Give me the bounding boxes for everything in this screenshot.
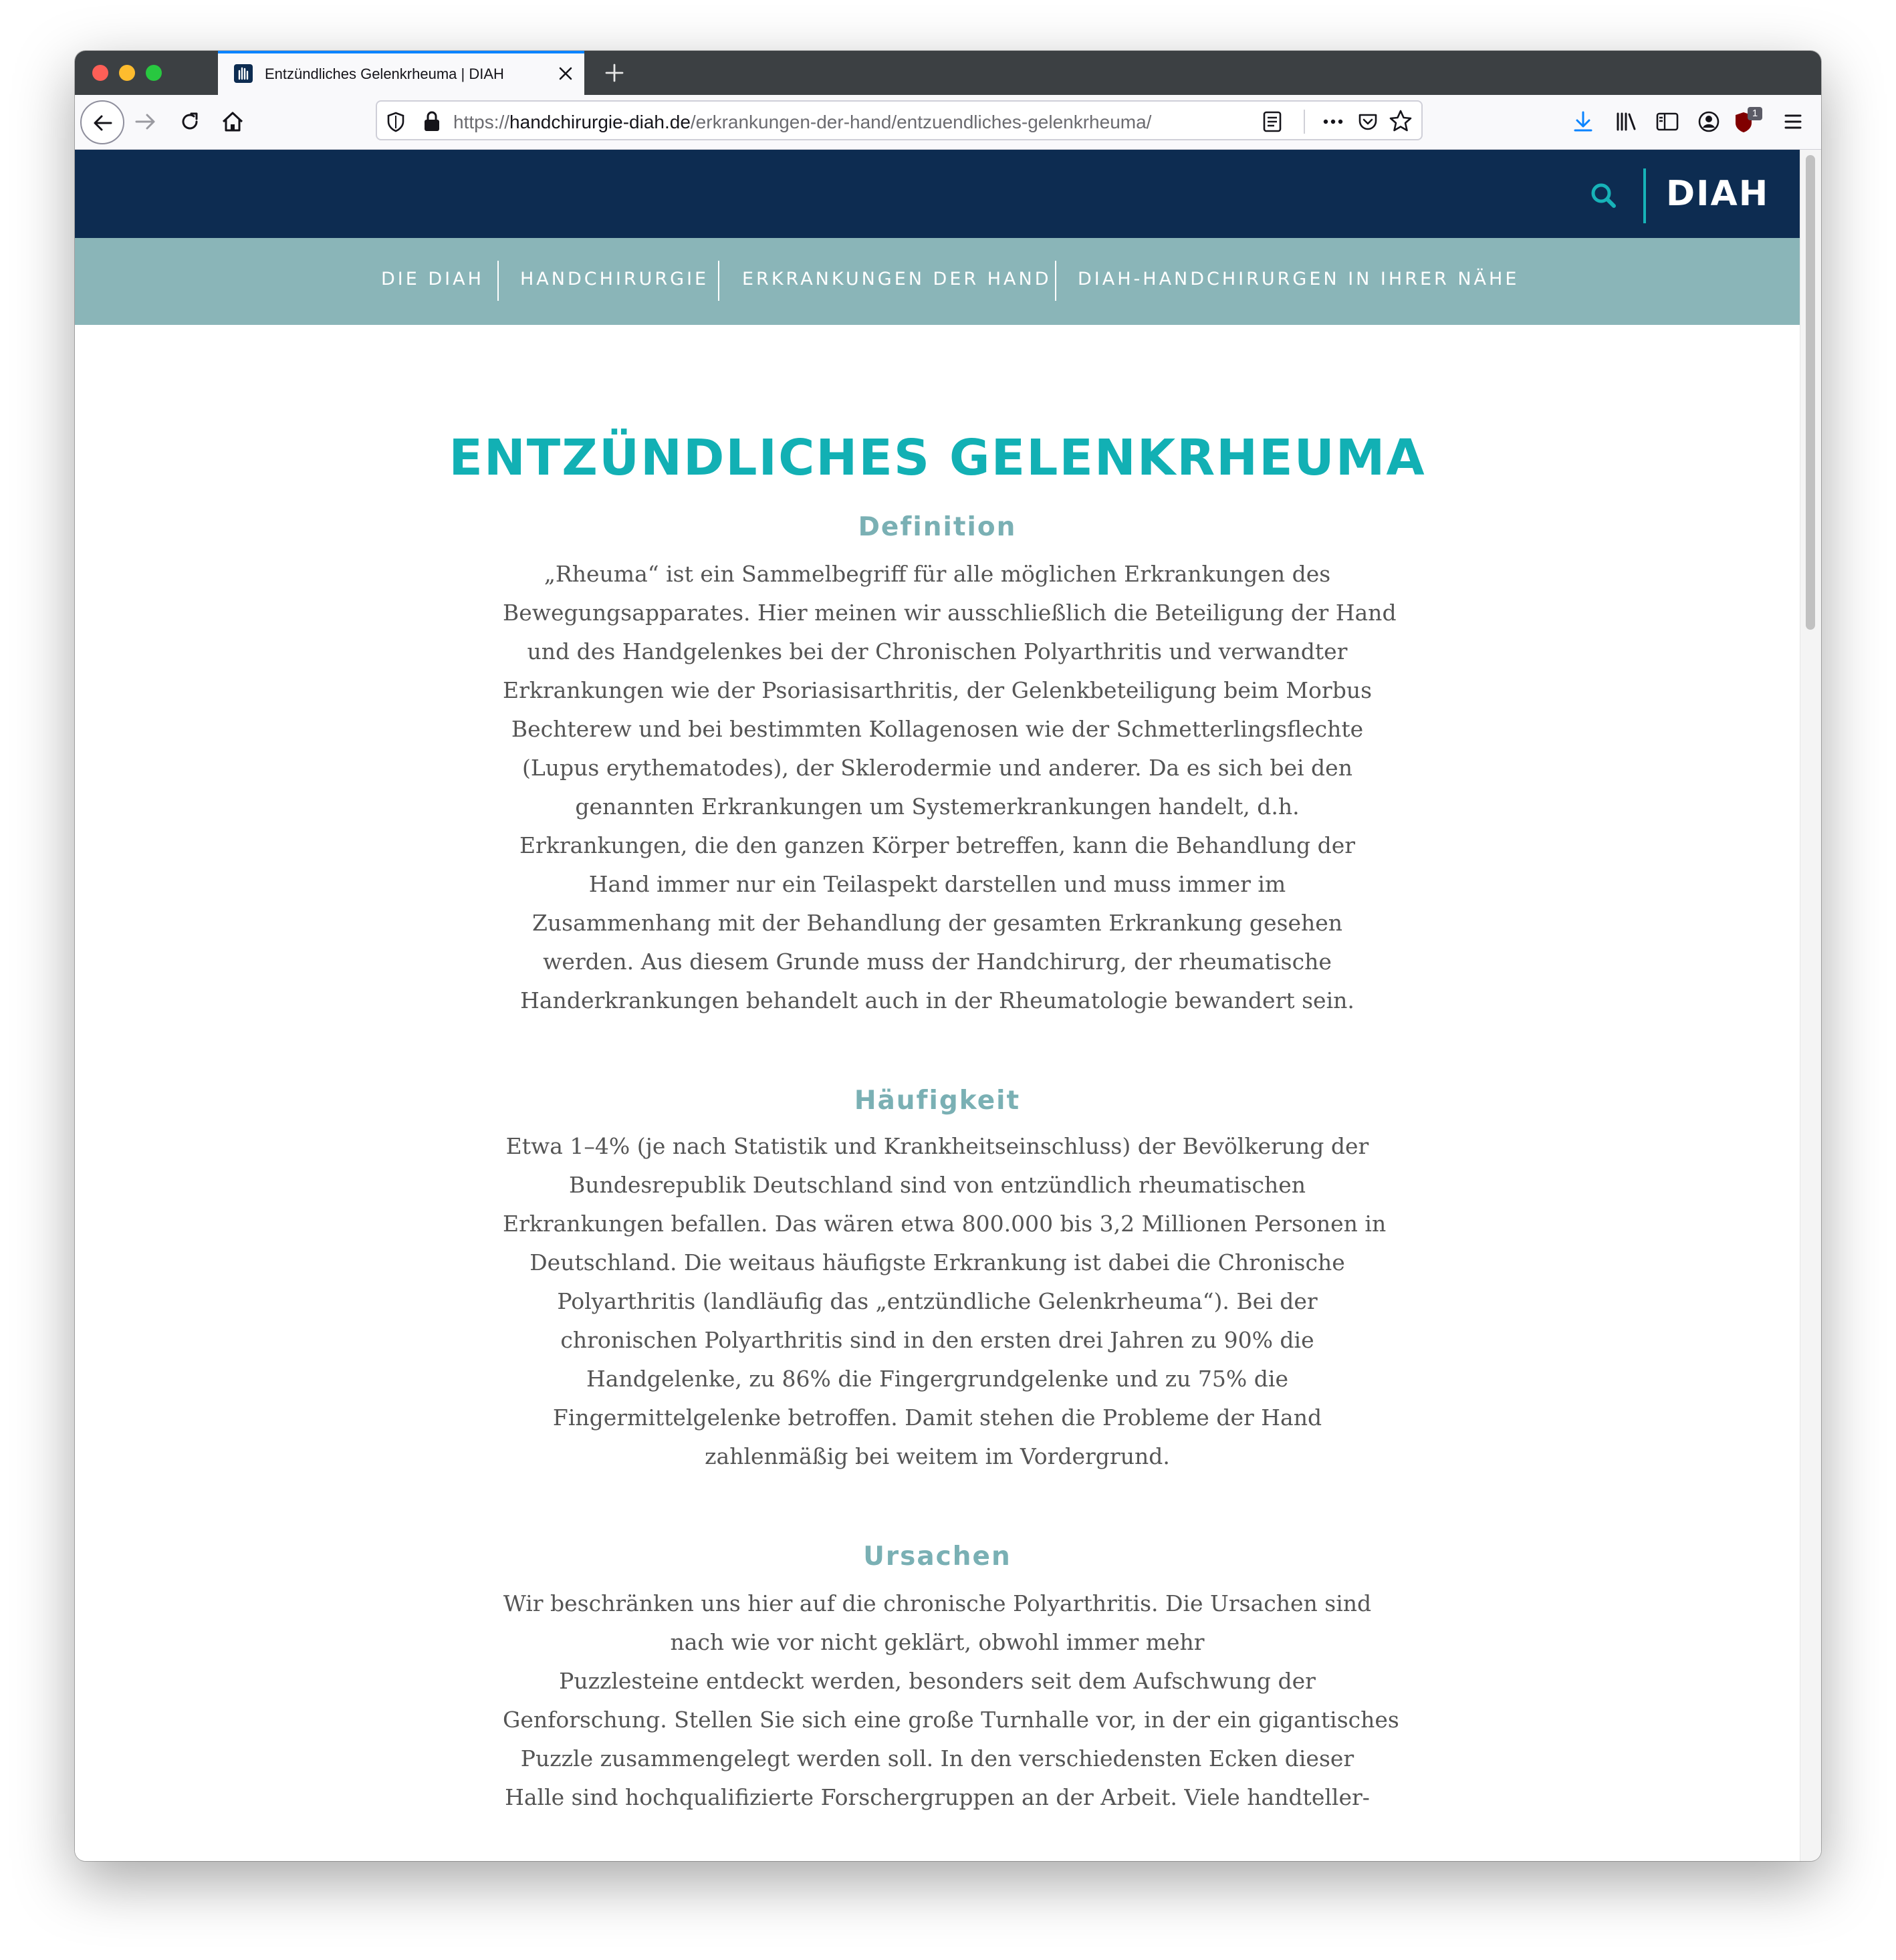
paragraph-line: Fingermittelgelenke betroffen. Damit stehen die Probleme der Hand (552, 1404, 1322, 1431)
paragraph-line: nach wie vor nicht geklärt, obwohl immer mehr (670, 1629, 1205, 1655)
url-bar[interactable] (376, 100, 1423, 140)
paragraph-line: Erkrankungen befallen. Das wären etwa 800.000 bis 3,2 Millionen Personen in (503, 1211, 1387, 1237)
section-heading-ursachen: Ursachen (863, 1542, 1012, 1572)
paragraph-line: (Lupus erythematodes), der Sklerodermie und anderer. Da es sich bei den (522, 755, 1352, 781)
paragraph-line: Wir beschränken uns hier auf die chronische Polyarthritis. Die Ursachen sind (503, 1590, 1372, 1616)
paragraph-line: Handerkrankungen behandelt auch in der Rheumatologie bewandert sein. (520, 987, 1354, 1013)
paragraph-line: Puzzlesteine entdeckt werden, besonders seit dem Aufschwung der (559, 1668, 1316, 1694)
url-path: /erkrankungen-der-hand/entzuendliches-gelenkrheuma/ (690, 112, 1152, 132)
navigation-toolbar (75, 95, 1821, 150)
paragraph-line: Halle sind hochqualifizierte Forschergruppen an der Arbeit. Viele handteller- (505, 1784, 1370, 1810)
paragraph-line: Erkrankungen, die den ganzen Körper betreffen, kann die Behandlung der (519, 832, 1356, 858)
scrollbar-thumb[interactable] (1806, 155, 1815, 630)
url-host: handchirurgie-diah.de (509, 112, 691, 132)
page-title: ENTZÜNDLICHES GELENKRHEUMA (449, 429, 1426, 487)
nav-separator (497, 261, 499, 301)
back-button[interactable] (80, 100, 124, 144)
paragraph-line: Genforschung. Stellen Sie sich eine große Turnhalle vor, in der ein gigantisches (503, 1707, 1399, 1733)
hamburger-menu-icon[interactable] (1780, 108, 1806, 135)
nav-item-handchirurgie[interactable]: HANDCHIRURGIE (520, 269, 709, 289)
page-scrollbar[interactable] (1800, 150, 1821, 1861)
paragraph-line: chronischen Polyarthritis sind in den ersten drei Jahren zu 90% die (560, 1327, 1314, 1353)
paragraph-line: genannten Erkrankungen um Systemerkrankungen handelt, d.h. (575, 793, 1300, 820)
forward-arrow-icon[interactable] (132, 108, 159, 135)
download-icon[interactable] (1570, 108, 1596, 135)
paragraph-line: Zusammenhang mit der Behandlung der gesamten Erkrankung gesehen (531, 910, 1343, 936)
library-icon[interactable] (1613, 108, 1639, 135)
sidebar-icon[interactable] (1654, 108, 1681, 135)
paragraph-line: Erkrankungen wie der Psoriasisarthritis, der Gelenkbeteiligung beim Morbus (503, 677, 1373, 703)
nav-item-erkrankungen-der-hand[interactable]: ERKRANKUNGEN DER HAND (742, 269, 1052, 289)
paragraph-line: werden. Aus diesem Grunde muss der Handchirurg, der rheumatische (543, 949, 1332, 975)
paragraph-line: Deutschland. Die weitaus häufigste Erkrankung ist dabei die Chronische (529, 1249, 1345, 1275)
paragraph-line: Bechterew und bei bestimmten Kollagenosen wie der Schmetterlingsflechte (511, 716, 1364, 742)
hand-favicon-icon (233, 63, 254, 84)
paragraph-line: Etwa 1–4% (je nach Statistik und Krankheitseinschluss) der Bevölkerung der (505, 1133, 1369, 1159)
paragraph-line: Hand immer nur ein Teilaspekt darstellen und muss immer im (588, 871, 1286, 897)
browser-window (75, 51, 1821, 1861)
section-body-ursachen (503, 1584, 1399, 1817)
home-icon[interactable] (219, 108, 246, 135)
nav-separator (718, 261, 719, 301)
arrow-left-icon (92, 112, 114, 134)
site-logo[interactable]: DIAH (1666, 174, 1770, 214)
paragraph-line: Puzzle zusammengelegt werden soll. In den verschiedensten Ecken dieser (520, 1745, 1354, 1771)
urlbar-divider (1304, 110, 1305, 134)
browser-tab[interactable] (218, 51, 584, 95)
paragraph-line: Bundesrepublik Deutschland sind von entzündlich rheumatischen (568, 1172, 1306, 1198)
section-heading-haeufigkeit: Häufigkeit (854, 1086, 1021, 1116)
paragraph-line: zahlenmäßig bei weitem im Vordergrund. (705, 1443, 1170, 1469)
extension-badge: 1 (1748, 107, 1762, 120)
search-icon[interactable] (1588, 180, 1618, 210)
ublock-extension-button[interactable] (1732, 107, 1762, 138)
nav-item-handchirurgen-naehe[interactable]: DIAH-HANDCHIRURGEN IN IHRER NÄHE (1078, 269, 1520, 289)
window-close-button[interactable] (92, 65, 108, 81)
page-viewport (75, 150, 1800, 1861)
tab-strip (75, 51, 1821, 95)
window-maximize-button[interactable] (146, 65, 162, 81)
url-scheme: https:// (453, 112, 510, 132)
account-icon[interactable] (1695, 108, 1722, 135)
lock-icon[interactable] (421, 110, 443, 134)
section-body-haeufigkeit (503, 1127, 1387, 1476)
more-actions-icon[interactable] (1320, 111, 1346, 132)
section-heading-definition: Definition (858, 512, 1017, 542)
reload-icon[interactable] (176, 108, 203, 135)
url-text[interactable] (453, 112, 1151, 133)
new-tab-icon[interactable] (603, 62, 626, 84)
section-body-definition (503, 555, 1397, 1020)
close-tab-icon[interactable] (556, 64, 575, 83)
reader-view-icon[interactable] (1261, 110, 1284, 134)
paragraph-line: „Rheuma“ ist ein Sammelbegriff für alle möglichen Erkrankungen des (544, 561, 1331, 587)
paragraph-line: Handgelenke, zu 86% die Fingergrundgelenke und zu 75% die (586, 1366, 1288, 1392)
nav-item-die-diah[interactable]: DIE DIAH (381, 269, 484, 289)
bookmark-star-icon[interactable] (1388, 108, 1413, 134)
window-minimize-button[interactable] (119, 65, 135, 81)
paragraph-line: und des Handgelenkes bei der Chronischen Polyarthritis und verwandter (527, 638, 1348, 664)
pocket-icon[interactable] (1356, 110, 1380, 134)
nav-separator (1055, 261, 1056, 301)
main-navigation (75, 238, 1800, 325)
site-header (75, 150, 1800, 238)
tracking-shield-icon[interactable] (384, 110, 408, 134)
tab-title: Entzündliches Gelenkrheuma | DIAH (265, 66, 504, 82)
paragraph-line: Polyarthritis (landläufig das „entzündliche Gelenkrheuma“). Bei der (557, 1288, 1318, 1314)
header-divider (1643, 168, 1646, 223)
paragraph-line: Bewegungsapparates. Hier meinen wir ausschließlich die Beteiligung der Hand (503, 600, 1397, 626)
